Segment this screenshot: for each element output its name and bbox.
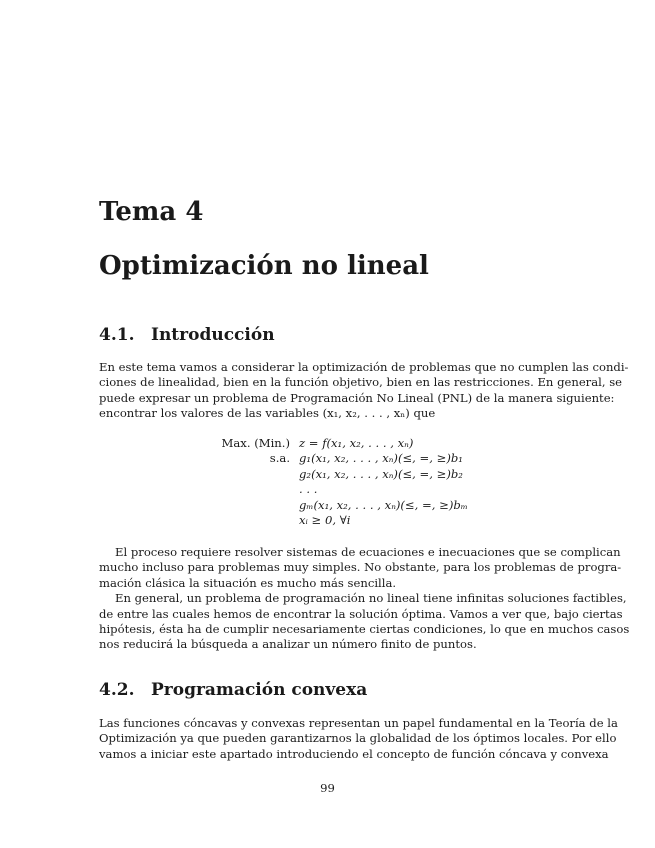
section-number: 4.2. bbox=[99, 680, 135, 700]
formulation-label: Max. (Min.) bbox=[221, 436, 290, 450]
section-title: Introducción bbox=[151, 325, 275, 345]
section-number: 4.1. bbox=[99, 325, 135, 345]
paragraph-line: Las funciones cóncavas y convexas representan un papel fundamental en la Teoría de la bbox=[99, 716, 618, 730]
formulation-expression: . . . bbox=[299, 482, 318, 497]
paragraph-line: En este tema vamos a considerar la optimización de problemas que no cumplen las condi- bbox=[99, 360, 629, 374]
formulation-row bbox=[218, 451, 468, 466]
formulation-row bbox=[218, 513, 468, 528]
intro-paragraph bbox=[99, 360, 629, 422]
paragraph-line: Optimización ya que pueden garantizarnos la globalidad de los óptimos locales. Por ello bbox=[99, 731, 617, 746]
formulation-label bbox=[218, 467, 299, 482]
section-heading-programacion-convexa bbox=[99, 680, 367, 700]
paragraph-line: de entre las cuales hemos de encontrar la solución óptima. Vamos a ver que, bajo ciertas bbox=[99, 606, 623, 621]
formulation-row bbox=[218, 436, 468, 451]
paragraph-line: nos reducirá la búsqueda a analizar un número finito de puntos. bbox=[99, 637, 477, 652]
chapter-label: Tema 4 bbox=[99, 197, 204, 227]
formulation-label bbox=[218, 498, 299, 513]
paragraph-line: En general, un problema de programación no lineal tiene infinitas soluciones factibles, bbox=[115, 591, 627, 606]
formulation-row bbox=[218, 482, 468, 497]
formulation-table bbox=[218, 436, 468, 528]
convexity-paragraph bbox=[99, 716, 618, 762]
formulation-expression: xᵢ ≥ 0, ∀i bbox=[299, 513, 351, 528]
formulation-expression: g₂(x₁, x₂, . . . , xₙ)(≤, =, ≥)b₂ bbox=[299, 466, 463, 481]
paragraph-line: hipótesis, ésta ha de cumplir necesariamente ciertas condiciones, lo que en muchos casos bbox=[99, 622, 630, 637]
pnl-problem-formulation bbox=[218, 436, 468, 528]
paragraph-line: puede expresar un problema de Programación No Lineal (PNL) de la manera siguiente: bbox=[99, 390, 615, 405]
paragraph-line: mación clásica la situación es mucho más sencilla. bbox=[99, 575, 397, 590]
paragraph-line: mucho incluso para problemas muy simples. No obstante, para los problemas de progra- bbox=[99, 560, 622, 575]
page-number: 99 bbox=[320, 781, 335, 795]
formulation-expression: z = f(x₁, x₂, . . . , xₙ) bbox=[299, 436, 414, 450]
paragraph-line: ciones de linealidad, bien en la función objetivo, bien en las restricciones. En general, se bbox=[99, 375, 623, 390]
formulation-expression: g₁(x₁, x₂, . . . , xₙ)(≤, =, ≥)b₁ bbox=[299, 451, 463, 466]
formulation-label: s.a. bbox=[269, 451, 290, 466]
section-heading-introduccion bbox=[99, 325, 275, 345]
formulation-expression: gₘ(x₁, x₂, . . . , xₙ)(≤, =, ≥)bₘ bbox=[299, 497, 468, 512]
chapter-title: Optimización no lineal bbox=[99, 251, 429, 281]
paragraph-line: El proceso requiere resolver sistemas de ecuaciones e inecuaciones que se complican bbox=[115, 545, 621, 559]
paragraph-line: vamos a iniciar este apartado introduciendo el concepto de función cóncava y convexa bbox=[99, 746, 609, 761]
formulation-row bbox=[218, 467, 468, 482]
section-title: Programación convexa bbox=[151, 680, 368, 700]
process-paragraphs bbox=[99, 545, 630, 653]
paragraph-line: encontrar los valores de las variables (x₁, x₂, . . . , xₙ) que bbox=[99, 406, 436, 421]
formulation-label bbox=[218, 482, 299, 497]
formulation-row bbox=[218, 498, 468, 513]
formulation-label bbox=[218, 513, 299, 528]
